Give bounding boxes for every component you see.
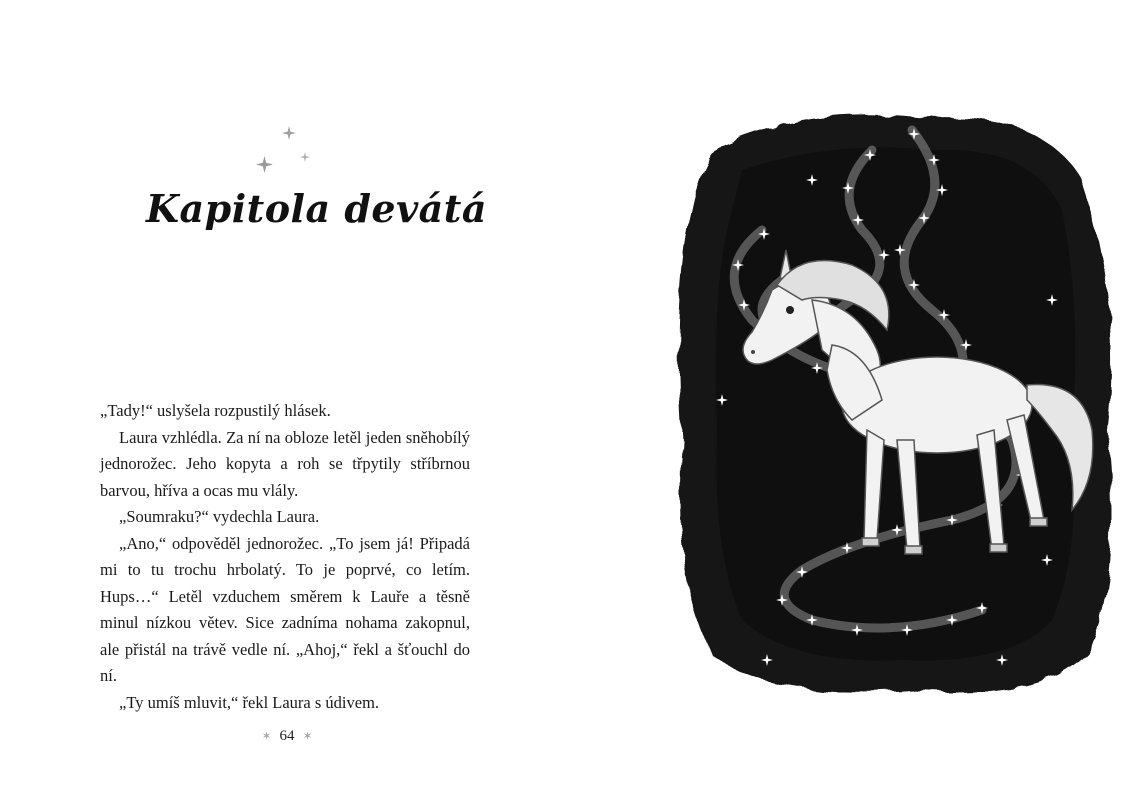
star-icon: ✶ [302,728,313,743]
right-page [566,0,1132,800]
paragraph: „Ano,“ odpověděl jednorožec. „To jsem já! Připadá mi to tu trochu hrbolatý. To je poprvé, co letím. Hups…“ Letěl vzduchem směrem k Lauře a těsně minul nízkou větev. Sice zadníma nohama zakopnul, ale přistál na trávě vedle ní. „Ahoj,“ řekl a šťouchl do ní. [100,533,470,685]
body-text [100,398,470,716]
star-icon [300,152,310,162]
page-footer [252,726,322,746]
unicorn-illustration [652,100,1122,700]
page-number: 64 [279,727,295,744]
paragraph: „Soumraku?“ vydechla Laura. [119,507,320,526]
star-icon [256,156,273,173]
chapter-title: Kapitola devátá [146,186,487,231]
paragraph: „Ty umíš mluvit,“ řekl Laura s údivem. [119,692,380,712]
star-icon [282,126,296,140]
star-icon: ✶ [261,728,272,743]
paragraph: Laura vzhlédla. Za ní na obloze letěl jeden sněhobílý jednorožec. Jeho kopyta a roh se třpytily stříbrnou barvou, hříva a ocas mu vlály. [100,427,470,500]
paragraph: „Tady!“ uslyšela rozpustilý hlásek. [100,401,331,420]
